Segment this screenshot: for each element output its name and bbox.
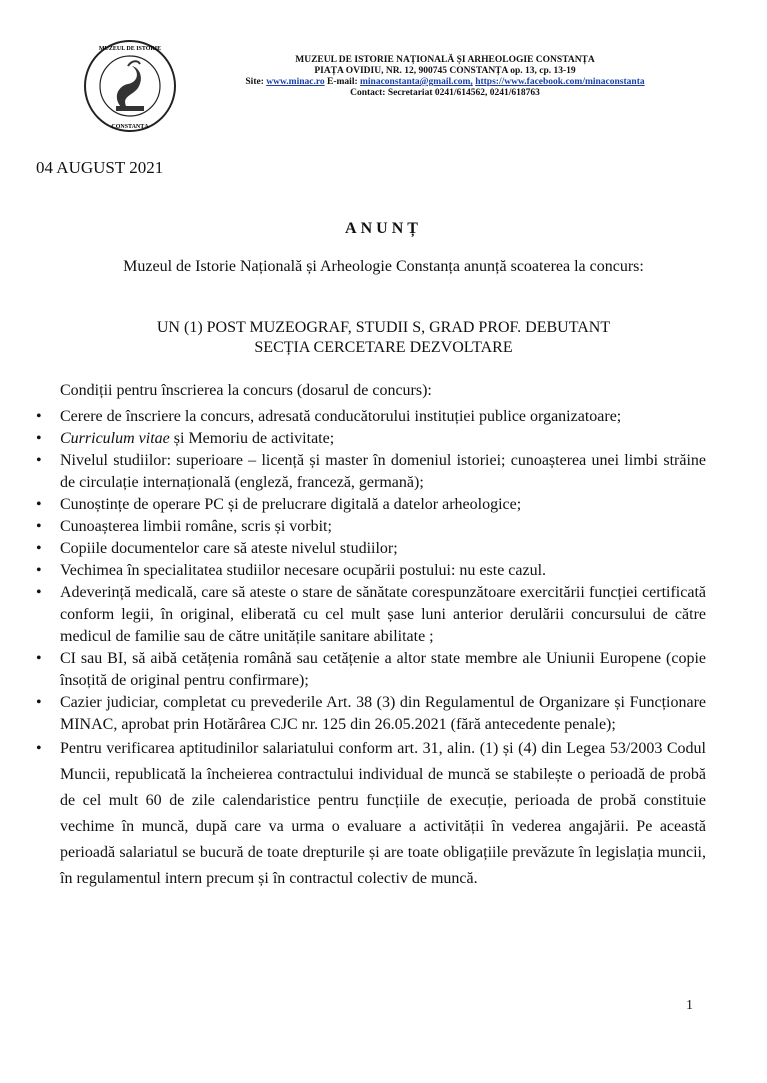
header-address: PIAȚA OVIDIU, NR. 12, 900745 CONSTANȚA op. 13, cp. 13-19 [314, 66, 576, 76]
condition-text-italic: Curriculum vitae [60, 430, 170, 447]
condition-item [36, 428, 706, 450]
condition-text: Vechimea în specialitatea studiilor necesare ocupării postului: nu este cazul. [60, 562, 547, 579]
email-link[interactable]: minaconstanta@gmail.com, [360, 77, 473, 87]
condition-item [36, 736, 706, 892]
condition-item [36, 692, 706, 736]
email-label: E-mail: [327, 77, 358, 87]
condition-text: Cunoștințe de operare PC și de prelucrare digitală a datelor arheologice; [60, 496, 522, 513]
condition-text: Copiile documentelor care să ateste nivelul studiilor; [60, 540, 398, 557]
post-line-1: UN (1) POST MUZEOGRAF, STUDII S, GRAD PROF. DEBUTANT [156, 319, 611, 336]
condition-item [36, 516, 706, 538]
conditions-list [36, 406, 706, 892]
site-link[interactable]: www.minac.ro [266, 77, 325, 87]
condition-text: Cunoașterea limbii române, scris și vorbit; [60, 518, 332, 535]
conditions-title: Condiții pentru înscrierea la concurs (dosarul de concurs): [60, 382, 432, 399]
condition-text: Pentru verificarea aptitudinilor salariatului conform art. 31, alin. (1) și (4) din Legea 53/2003 Codul Muncii, republicată la încheierea contractului individual de muncă se stabilește o perioadă de probă de cel mult 60 de zile calendaristice pentru funcțiile de execuție, perioada de probă constituie vechime în muncă, după care va urma o evaluare a activității în vederea angajării. Pe această perioadă salariatul se bucură de toate drepturile și are toate obligațiile prevăzute în legislația muncii, în regulamentul intern precum și în contractul colectiv de muncă. [60, 740, 706, 887]
header-contact-links [200, 77, 690, 88]
document-title: ANUNȚ [345, 220, 422, 237]
condition-item [36, 494, 706, 516]
header-phone: Contact: Secretariat 0241/614562, 0241/618763 [350, 88, 540, 98]
page-number: 1 [686, 998, 693, 1013]
condition-text: Nivelul studiilor: superioare – licență și master în domeniul istoriei; cunoașterea unei limbi străine de circulație internațională (engleză, franceză, germană); [60, 452, 706, 491]
condition-item [36, 450, 706, 494]
condition-item [36, 648, 706, 692]
condition-text: Cerere de înscriere la concurs, adresată conducătorului instituției publice organizatoare; [60, 408, 622, 425]
post-description [0, 318, 767, 358]
intro-text: Muzeul de Istorie Națională și Arheologie Constanța anunță scoaterea la concurs: [123, 258, 644, 275]
condition-item [36, 538, 706, 560]
svg-text:CONSTANȚA: CONSTANȚA [111, 124, 149, 130]
post-line-2: SECȚIA CERCETARE DEZVOLTARE [254, 339, 513, 356]
condition-item [36, 560, 706, 582]
header-institution-name: MUZEUL DE ISTORIE NAȚIONALĂ ȘI ARHEOLOGIE CONSTANȚA [295, 55, 595, 65]
facebook-link[interactable]: https://www.facebook.com/minaconstanta [475, 77, 645, 87]
condition-text: Cazier judiciar, completat cu prevederile Art. 38 (3) din Regulamentul de Organizare și Funcționare MINAC, aprobat prin Hotărârea CJC nr. 125 din 26.05.2021 (fără antecedente penale); [60, 694, 706, 733]
svg-text:MUZEUL DE ISTORIE: MUZEUL DE ISTORIE [98, 46, 162, 52]
document-date: 04 AUGUST 2021 [36, 158, 164, 177]
site-label: Site: [245, 77, 264, 87]
condition-text: CI sau BI, să aibă cetățenia română sau cetățenie a altor state membre ale Uniunii Europene (copie însoțită de original pentru confirmare); [60, 650, 706, 689]
condition-text: Adeverință medicală, care să ateste o stare de sănătate corespunzătoare exercitării funcției certificată conform legii, în original, eliberată cu cel mult șase luni anterior derulării concursului de către medicul de familie sau de către unitățile sanitare abilitate ; [60, 584, 706, 645]
condition-text: și Memoriu de activitate; [169, 430, 335, 447]
condition-item [36, 582, 706, 648]
condition-item [36, 406, 706, 428]
institution-header [200, 55, 690, 99]
museum-logo-seal [82, 38, 178, 134]
